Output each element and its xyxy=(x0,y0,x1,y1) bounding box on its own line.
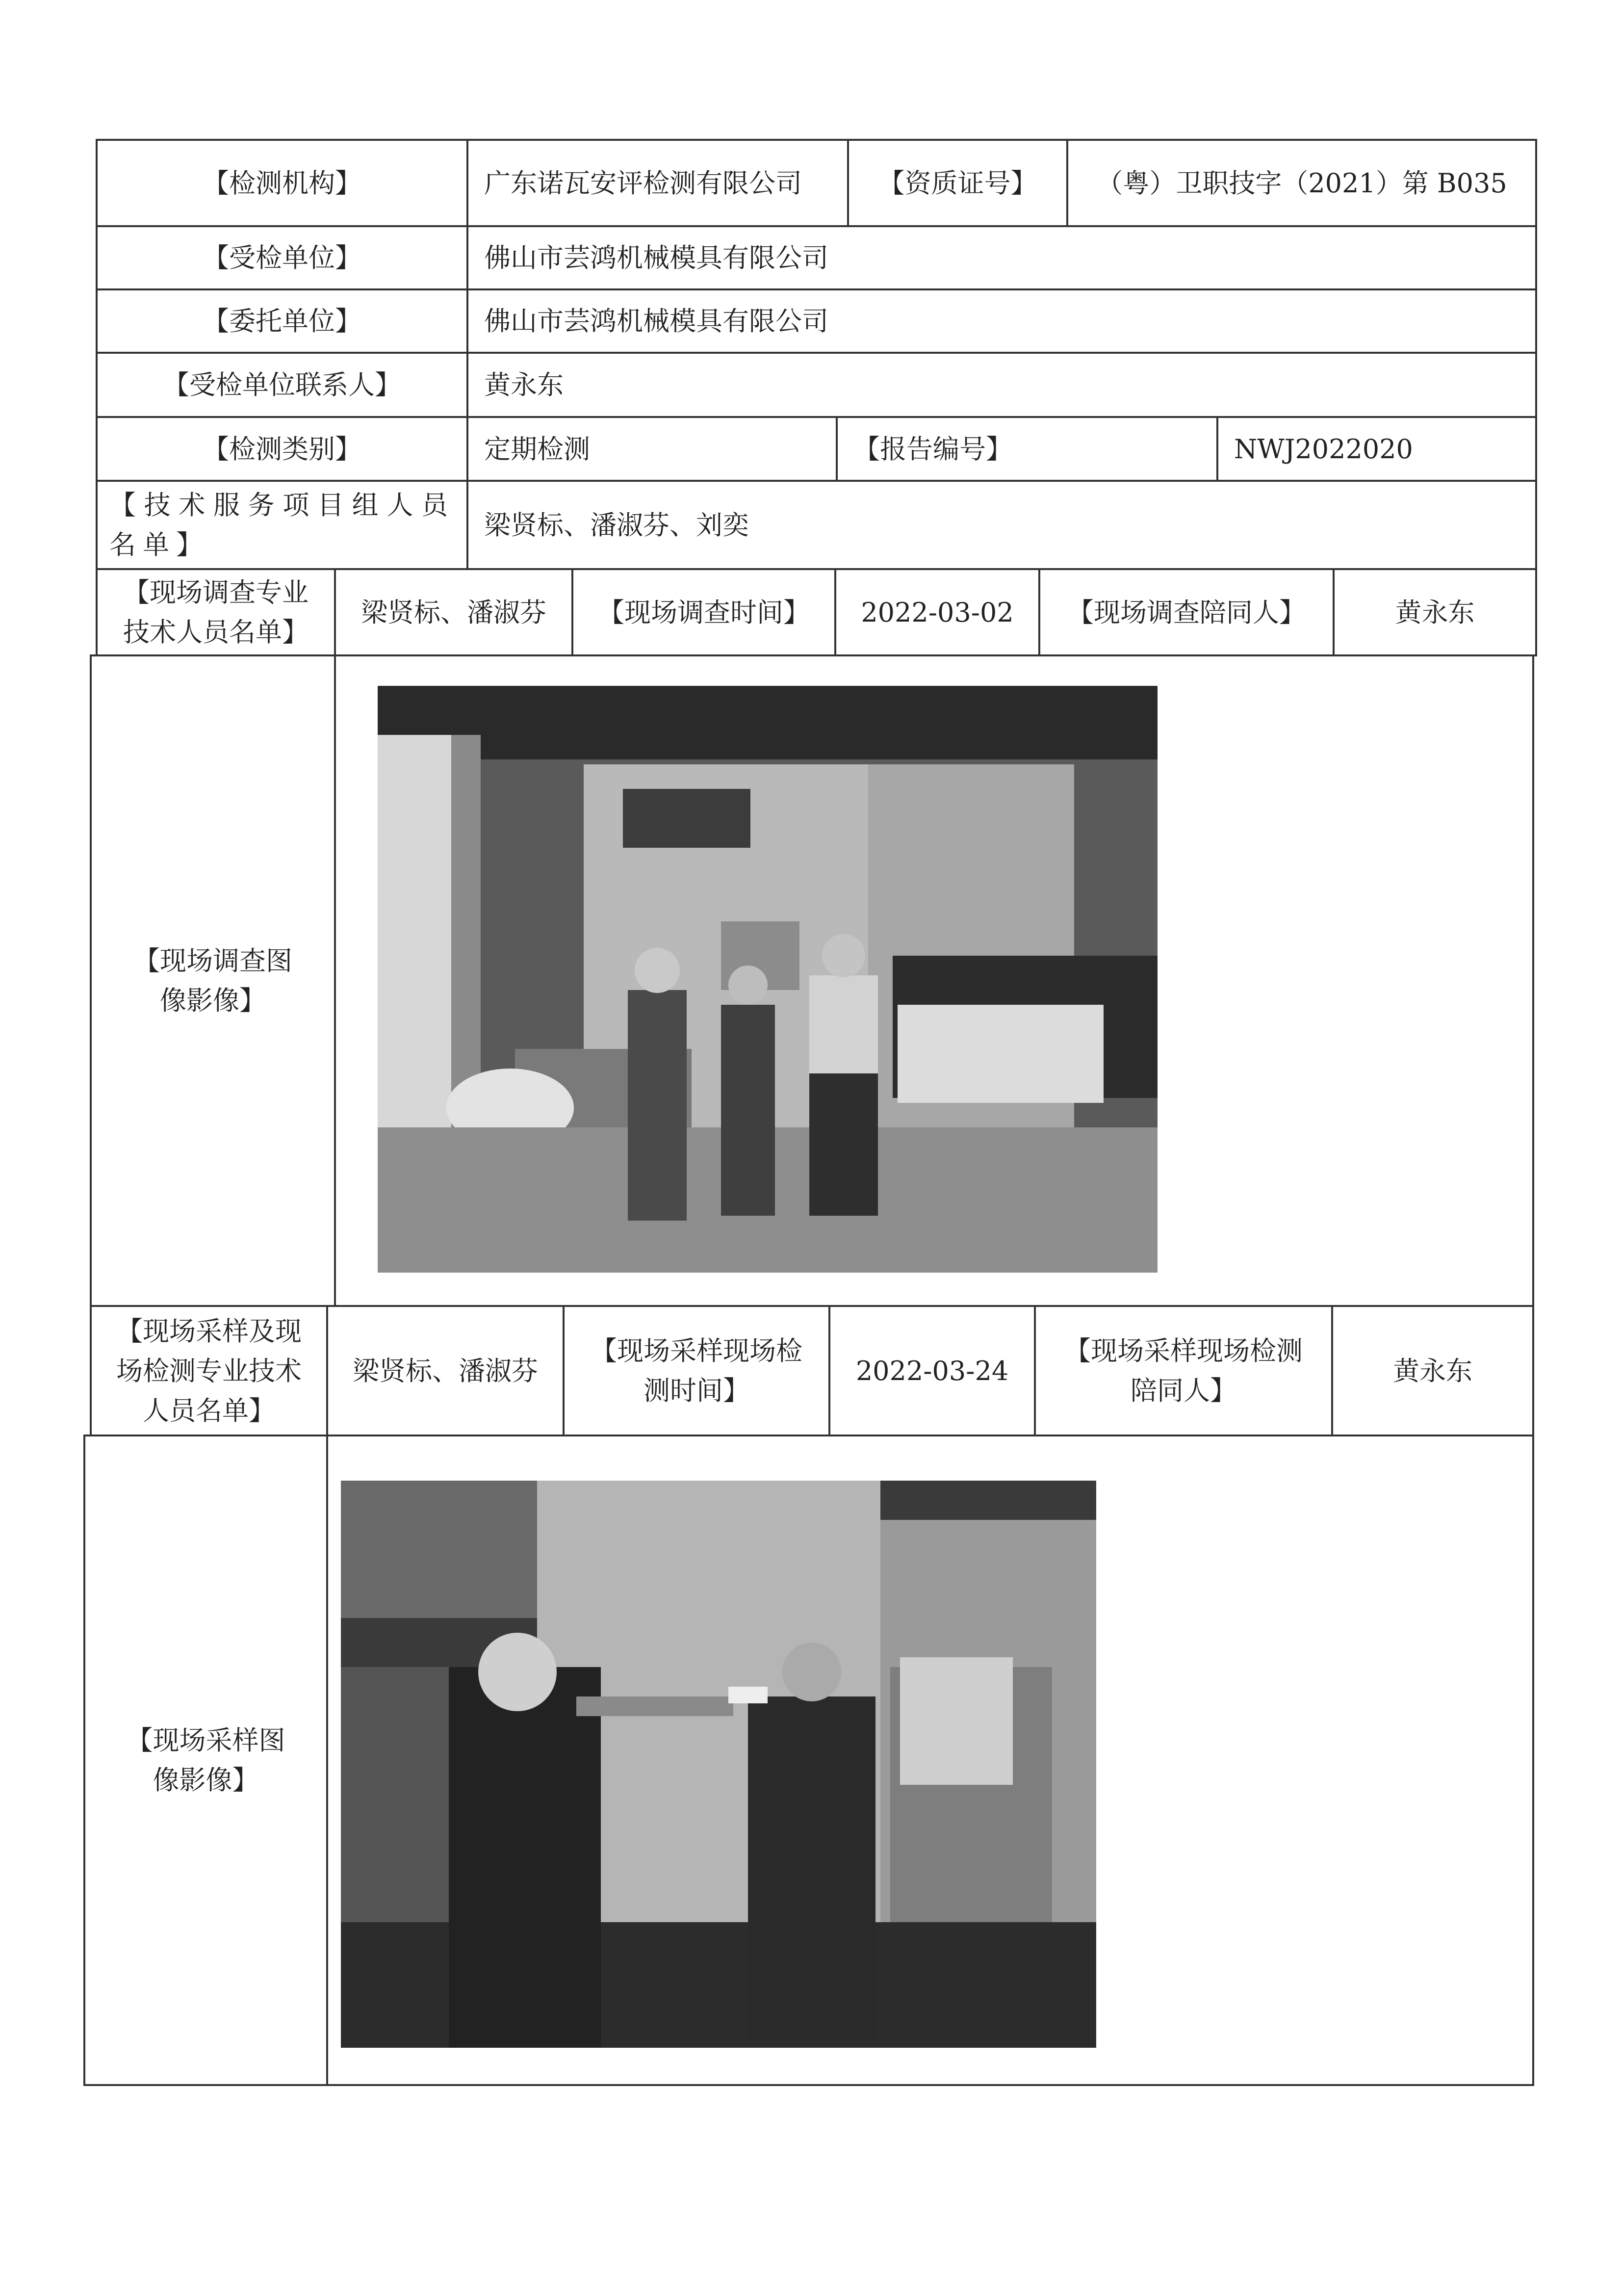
team-value xyxy=(466,480,1537,570)
sampling-image-label-text: 【现场采样图像影像】 xyxy=(126,1725,285,1796)
sampling-time-label-text: 【现场采样现场检测时间】 xyxy=(591,1335,802,1406)
inspected-unit-label-text: 【受检单位】 xyxy=(203,242,361,273)
cert-label xyxy=(847,139,1068,227)
contact-label-text: 【受检单位联系人】 xyxy=(163,369,401,400)
survey-staff-label xyxy=(96,568,336,656)
survey-staff-value-text: 梁贤标、潘淑芬 xyxy=(361,597,546,628)
sampling-time-value-text: 2022-03-24 xyxy=(855,1355,1009,1386)
survey-time-label xyxy=(571,568,836,656)
institution-label xyxy=(96,139,468,227)
sampling-time-value xyxy=(828,1305,1036,1436)
survey-time-value xyxy=(834,568,1040,656)
sampling-staff-label-text: 【现场采样及现场检测专业技术人员名单】 xyxy=(116,1315,302,1426)
survey-image-label xyxy=(90,654,336,1307)
report-value xyxy=(1216,416,1537,482)
survey-image-label-text: 【现场调查图像影像】 xyxy=(133,945,292,1016)
survey-companion-value-text: 黄永东 xyxy=(1395,597,1475,628)
institution-value-text: 广东诺瓦安评检测有限公司 xyxy=(484,167,802,199)
survey-companion-label xyxy=(1038,568,1335,656)
client-unit-value xyxy=(466,288,1537,354)
category-label xyxy=(96,416,468,482)
survey-time-value-text: 2022-03-02 xyxy=(861,597,1014,628)
contact-label xyxy=(96,352,468,418)
survey-photo-illustration xyxy=(378,686,1158,1273)
contact-value xyxy=(466,352,1537,418)
survey-time-label-text: 【现场调查时间】 xyxy=(598,597,810,628)
survey-companion-value xyxy=(1333,568,1537,656)
sampling-companion-value xyxy=(1331,1305,1534,1436)
inspected-unit-label xyxy=(96,225,468,290)
team-label xyxy=(96,480,468,570)
sampling-staff-value-text: 梁贤标、潘淑芬 xyxy=(353,1355,538,1386)
survey-companion-label-text: 【现场调查陪同人】 xyxy=(1067,597,1306,628)
category-value xyxy=(466,416,838,482)
sampling-companion-value-text: 黄永东 xyxy=(1393,1355,1472,1386)
sampling-time-label xyxy=(563,1305,830,1436)
survey-staff-label-text: 【现场调查专业技术人员名单】 xyxy=(123,577,309,648)
team-value-text: 梁贤标、潘淑芬、刘奕 xyxy=(484,509,749,541)
sampling-staff-label xyxy=(90,1305,328,1436)
survey-photo xyxy=(378,686,1158,1273)
institution-label-text: 【检测机构】 xyxy=(203,167,361,199)
client-unit-label-text: 【委托单位】 xyxy=(203,306,361,337)
cert-label-text: 【资质证号】 xyxy=(878,167,1037,199)
client-unit-label xyxy=(96,288,468,354)
institution-value xyxy=(466,139,849,227)
client-unit-value-text: 佛山市芸鸿机械模具有限公司 xyxy=(484,306,828,337)
contact-value-text: 黄永东 xyxy=(484,369,564,400)
sampling-companion-label xyxy=(1034,1305,1333,1436)
sampling-companion-label-text: 【现场采样现场检测陪同人】 xyxy=(1064,1335,1303,1406)
inspected-unit-value xyxy=(466,225,1537,290)
category-label-text: 【检测类别】 xyxy=(203,433,361,465)
report-label-text: 【报告编号】 xyxy=(853,433,1012,465)
cert-value-text: （粤）卫职技字（2021）第 B035 xyxy=(1096,167,1507,199)
sampling-staff-value xyxy=(326,1305,565,1436)
sampling-photo-illustration xyxy=(341,1481,1096,2048)
category-value-text: 定期检测 xyxy=(484,433,590,465)
report-value-text: NWJ2022020 xyxy=(1234,433,1413,465)
report-label xyxy=(836,416,1218,482)
survey-staff-value xyxy=(334,568,573,656)
inspected-unit-value-text: 佛山市芸鸿机械模具有限公司 xyxy=(484,242,828,273)
sampling-photo xyxy=(341,1481,1096,2048)
sampling-image-label xyxy=(83,1435,328,2086)
team-label-text: 【技术服务项目组人员名单】 xyxy=(109,490,455,560)
cert-value xyxy=(1066,139,1537,227)
